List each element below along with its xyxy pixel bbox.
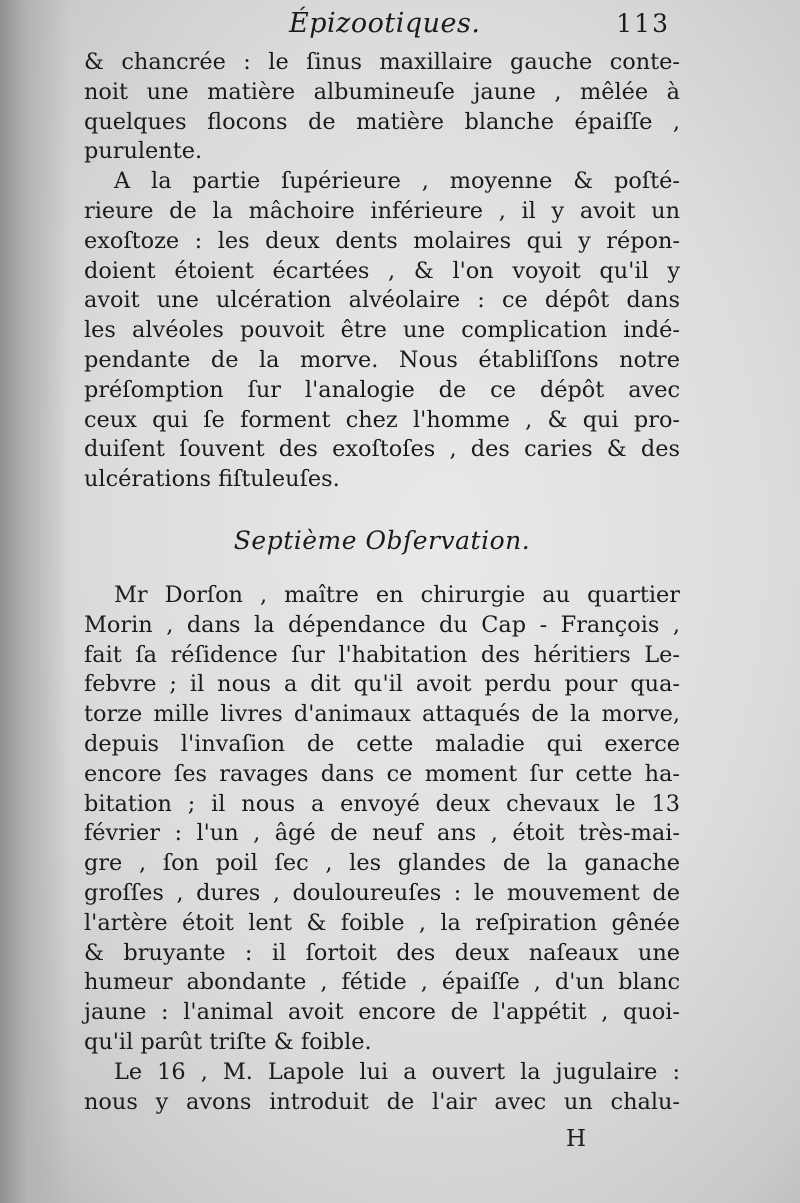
text-line: l'artère étoit lent & foible , la reſpiration gênée xyxy=(84,909,680,936)
text-line: Mr Dorſon , maître en chirurgie au quartier xyxy=(114,581,680,608)
text-line: purulente. xyxy=(84,138,203,165)
text-line: exoſtoze : les deux dents molaires qui y répon- xyxy=(84,227,680,254)
text-block xyxy=(84,48,680,1117)
text-line: torze mille livres d'animaux attaqués de la morve, xyxy=(84,701,680,728)
text-line: qu'il parût triſte & foible. xyxy=(84,1028,372,1055)
text-line: humeur abondante , fétide , épaiſſe , d'un blanc xyxy=(84,969,680,996)
page-number: 113 xyxy=(616,9,670,38)
text-line: ceux qui ſe forment chez l'homme , & qui pro- xyxy=(84,406,680,433)
signature-mark: H xyxy=(566,1126,587,1152)
text-line: fait ſa réſidence ſur l'habitation des héritiers Le- xyxy=(84,641,680,668)
text-line: nous y avons introduit de l'air avec un chalu- xyxy=(84,1088,680,1115)
text-line: doient étoient écartées , & l'on voyoit qu'il y xyxy=(84,257,680,284)
text-line: jaune : l'animal avoit encore de l'appétit , quoi- xyxy=(84,999,680,1026)
paragraph-4 xyxy=(84,1058,680,1118)
text-line: depuis l'invaſion de cette maladie qui exerce xyxy=(84,730,680,757)
paragraph-1 xyxy=(84,48,680,167)
text-line: préſomption ſur l'analogie de ce dépôt avec xyxy=(84,376,680,403)
text-line: pendante de la morve. Nous établiſſons notre xyxy=(84,346,680,373)
text-line: noit une matière albumineuſe jaune , mêlée à xyxy=(84,78,680,105)
text-line: encore ſes ravages dans ce moment ſur cette ha- xyxy=(84,760,680,787)
text-line: les alvéoles pouvoit être une complication indé- xyxy=(84,317,680,344)
paragraph-3 xyxy=(84,581,680,1058)
running-head: Épizootiques. xyxy=(289,8,481,39)
text-line: febvre ; il nous a dit qu'il avoit perdu pour qua- xyxy=(84,671,680,698)
text-line: A la partie ſupérieure , moyenne & poſté- xyxy=(114,168,680,195)
text-line: avoit une ulcération alvéolaire : ce dépôt dans xyxy=(84,287,680,314)
text-line: février : l'un , âgé de neuf ans , étoit très-mai- xyxy=(84,820,680,847)
text-line: bitation ; il nous a envoyé deux chevaux le 13 xyxy=(84,790,680,817)
page-header xyxy=(84,4,680,44)
text-line: & bruyante : il ſortoit des deux naſeaux une xyxy=(84,939,680,966)
gutter-shadow xyxy=(0,0,70,1203)
text-line: gre , ſon poil ſec , les glandes de la ganache xyxy=(84,850,680,877)
text-line: groſſes , dures , douloureuſes : le mouvement de xyxy=(84,879,680,906)
text-line: Le 16 , M. Lapole lui a ouvert la jugulaire : xyxy=(114,1058,680,1085)
section-heading: Septième Obſervation. xyxy=(233,525,531,555)
paragraph-2 xyxy=(84,167,680,495)
text-line: quelques flocons de matière blanche épaiſſe , xyxy=(84,108,680,135)
text-line: ulcérations fiſtuleuſes. xyxy=(84,466,340,493)
text-line: Morin , dans la dépendance du Cap - François , xyxy=(84,611,680,638)
text-line: & chancrée : le ſinus maxillaire gauche conte- xyxy=(84,49,680,75)
text-line: rieure de la mâchoire inférieure , il y avoit un xyxy=(84,197,680,224)
spacer xyxy=(84,571,680,581)
text-line: duiſent ſouvent des exoſtoſes , des caries & des xyxy=(84,436,680,463)
